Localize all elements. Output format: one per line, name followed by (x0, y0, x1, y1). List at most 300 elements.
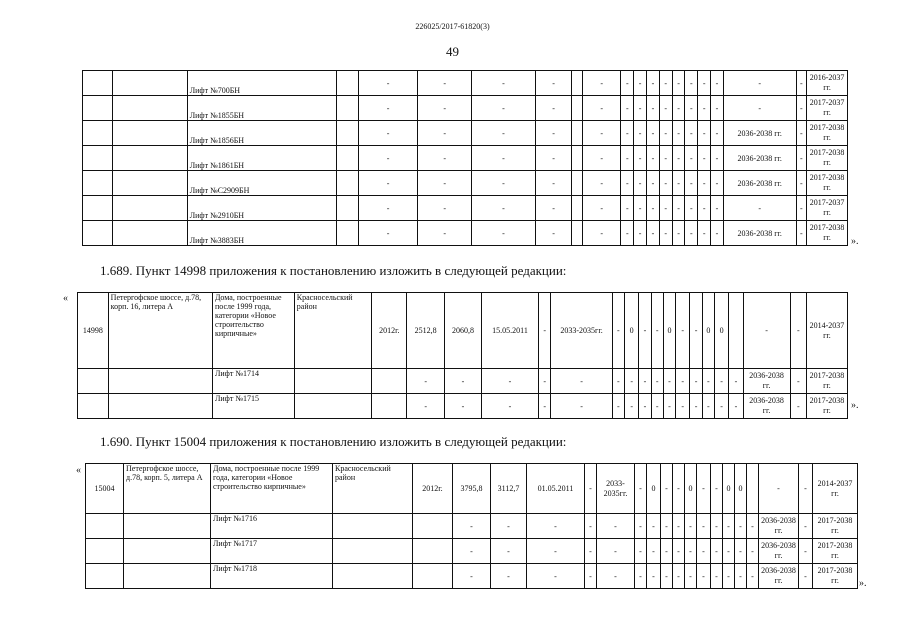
lift-name: Лифт №1717 (211, 539, 333, 564)
dash-cell: - (634, 196, 647, 221)
range: 2017-2038 гг. (813, 564, 858, 589)
empty-cell (112, 196, 187, 221)
empty-cell (337, 221, 358, 246)
dash-cell: - (471, 71, 535, 96)
empty-cell (108, 394, 212, 419)
dash-cell: - (453, 514, 491, 539)
dash-cell: - (481, 394, 538, 419)
dash-cell: - (527, 514, 585, 539)
lift-name: Лифт №С2909БН (187, 171, 337, 196)
empty-cell (294, 369, 372, 394)
range: 2017-2038 гг. (813, 514, 858, 539)
dash-cell: - (747, 539, 759, 564)
dash-cell: - (635, 514, 647, 539)
dash-cell: - (535, 196, 571, 221)
address: Петергофское шоссе, д.78, корп. 5, литера А (124, 464, 211, 514)
closing-quote-15004: ». (859, 578, 867, 589)
dash-cell: - (634, 221, 647, 246)
range: 2017-2038 гг. (813, 539, 858, 564)
dash-cell: - (672, 146, 685, 171)
dash-cell: - (634, 121, 647, 146)
dash-cell: - (685, 121, 698, 146)
dash-cell: - (690, 293, 702, 369)
dash-cell: - (358, 221, 418, 246)
dash-cell: - (535, 71, 571, 96)
dash-cell: - (445, 369, 482, 394)
dash-cell: - (799, 539, 813, 564)
year: 2012г. (413, 464, 453, 514)
zero-cell: 0 (723, 464, 735, 514)
year: 2012г. (372, 293, 407, 369)
range: 2017-2037 гг. (807, 96, 848, 121)
dash-cell: - (698, 196, 711, 221)
dash-cell: - (790, 394, 806, 419)
item-id: 15004 (86, 464, 124, 514)
dash-cell: - (685, 71, 698, 96)
dash-cell: - (647, 71, 660, 96)
dash-cell: - (634, 171, 647, 196)
plan-period: 2036-2038 гг. (723, 121, 796, 146)
dash-cell: - (582, 146, 620, 171)
dash-cell: - (597, 514, 635, 539)
dash-cell: - (634, 96, 647, 121)
empty-cell (78, 394, 109, 419)
dash-cell: - (471, 121, 535, 146)
dash-cell: - (697, 564, 711, 589)
dash-cell: - (445, 394, 482, 419)
dash-cell: - (698, 96, 711, 121)
dash-cell: - (685, 196, 698, 221)
lift-row (83, 71, 848, 96)
dash-cell: - (711, 221, 724, 246)
lift-row (83, 196, 848, 221)
dash-cell: - (418, 71, 471, 96)
dash-cell: - (697, 464, 711, 514)
zero-cell: 0 (685, 464, 697, 514)
dash-cell: - (551, 369, 612, 394)
empty-cell (337, 196, 358, 221)
dash-cell: - (634, 71, 647, 96)
dash-cell: - (635, 564, 647, 589)
district: Красносельский район (294, 293, 372, 369)
empty-cell (124, 514, 211, 539)
dash-cell: - (647, 564, 661, 589)
dash-cell: - (711, 71, 724, 96)
dash-cell: - (582, 96, 620, 121)
dash-cell: - (661, 564, 673, 589)
empty-cell (294, 394, 372, 419)
empty-cell (747, 464, 759, 514)
empty-cell (112, 171, 187, 196)
dash-cell: - (535, 171, 571, 196)
dash-cell: - (711, 464, 723, 514)
dash-cell: - (585, 514, 597, 539)
dash-cell: - (799, 514, 813, 539)
main-row (86, 464, 858, 514)
dash-cell: - (621, 171, 634, 196)
lift-name: Лифт №1714 (212, 369, 294, 394)
dash-cell: - (612, 394, 624, 419)
dash-cell: - (676, 369, 690, 394)
dash-cell: - (539, 293, 551, 369)
plan-period: 2036-2038 гг. (743, 369, 790, 394)
dash-cell: - (685, 96, 698, 121)
page-number: 49 (446, 44, 459, 59)
dash-cell: - (711, 171, 724, 196)
dash-cell: - (676, 293, 690, 369)
dash-cell: - (659, 71, 672, 96)
lift-row (83, 96, 848, 121)
dash-cell: - (796, 121, 807, 146)
dash-cell: - (597, 564, 635, 589)
empty-cell (83, 121, 113, 146)
dash-cell: - (358, 96, 418, 121)
dash-cell: - (491, 564, 527, 589)
dash-cell: - (690, 369, 702, 394)
section-heading-1690: 1.690. Пункт 15004 приложения к постановлению изложить в следующей редакции: (100, 434, 567, 449)
empty-cell (337, 121, 358, 146)
zero-cell: 0 (625, 293, 639, 369)
empty-cell (83, 146, 113, 171)
dash-cell: - (612, 369, 624, 394)
dash-cell: - (358, 121, 418, 146)
empty-cell (413, 539, 453, 564)
plan-period: - (723, 96, 796, 121)
dash-cell: - (796, 71, 807, 96)
plan-period: 2036-2038 гг. (743, 394, 790, 419)
dash-cell: - (539, 369, 551, 394)
lift-row (83, 171, 848, 196)
range: 2014-2037 гг. (813, 464, 858, 514)
dash-cell: - (711, 539, 723, 564)
empty-cell (112, 71, 187, 96)
empty-cell (333, 564, 413, 589)
dash-cell: - (743, 293, 790, 369)
lift-row (78, 394, 848, 419)
plan-period: 2036-2038 гг. (759, 514, 799, 539)
dash-cell: - (418, 96, 471, 121)
empty-cell (337, 96, 358, 121)
dash-cell: - (647, 171, 660, 196)
dash-cell: - (747, 514, 759, 539)
dash-cell: - (635, 464, 647, 514)
empty-cell (572, 146, 583, 171)
dash-cell: - (625, 394, 639, 419)
dash-cell: - (685, 564, 697, 589)
dash-cell: - (639, 394, 651, 419)
empty-cell (86, 564, 124, 589)
empty-cell (83, 171, 113, 196)
dash-cell: - (453, 564, 491, 589)
lift-name: Лифт №1716 (211, 514, 333, 539)
dash-cell: - (711, 121, 724, 146)
dash-cell: - (796, 96, 807, 121)
dash-cell: - (711, 564, 723, 589)
empty-cell (729, 293, 743, 369)
period: 2033-2035гг. (551, 293, 612, 369)
dash-cell: - (647, 221, 660, 246)
dash-cell: - (621, 71, 634, 96)
dash-cell: - (659, 121, 672, 146)
lift-name: Лифт №1715 (212, 394, 294, 419)
dash-cell: - (711, 514, 723, 539)
closing-quote-14998: ». (851, 400, 859, 411)
zero-cell: 0 (714, 293, 728, 369)
dash-cell: - (639, 369, 651, 394)
period: 2033-2035гг. (597, 464, 635, 514)
dash-cell: - (698, 71, 711, 96)
range: 2017-2037 гг. (807, 196, 848, 221)
dash-cell: - (673, 539, 685, 564)
dash-cell: - (672, 196, 685, 221)
empty-cell (83, 196, 113, 221)
area-total: 3795,8 (453, 464, 491, 514)
range: 2016-2037 гг. (807, 71, 848, 96)
dash-cell: - (799, 464, 813, 514)
range: 2017-2038 гг. (807, 121, 848, 146)
dash-cell: - (735, 514, 747, 539)
dash-cell: - (711, 196, 724, 221)
empty-cell (86, 539, 124, 564)
empty-cell (337, 71, 358, 96)
plan-period: - (723, 71, 796, 96)
dash-cell: - (491, 514, 527, 539)
dash-cell: - (418, 221, 471, 246)
dash-cell: - (790, 293, 806, 369)
dash-cell: - (723, 564, 735, 589)
dash-cell: - (621, 146, 634, 171)
dash-cell: - (582, 121, 620, 146)
dash-cell: - (647, 96, 660, 121)
empty-cell (108, 369, 212, 394)
empty-cell (372, 394, 407, 419)
dash-cell: - (358, 171, 418, 196)
main-row (78, 293, 848, 369)
dash-cell: - (698, 221, 711, 246)
empty-cell (83, 71, 113, 96)
dash-cell: - (597, 539, 635, 564)
address: Петергофское шоссе, д.78, корп. 16, литера А (108, 293, 212, 369)
dash-cell: - (690, 394, 702, 419)
opening-quote-14998: « (63, 293, 68, 304)
plan-period: 2036-2038 гг. (723, 171, 796, 196)
empty-cell (86, 514, 124, 539)
dash-cell: - (639, 293, 651, 369)
dash-cell: - (453, 539, 491, 564)
dash-cell: - (663, 369, 675, 394)
dash-cell: - (685, 221, 698, 246)
dash-cell: - (729, 369, 743, 394)
dash-cell: - (685, 514, 697, 539)
lift-row (86, 564, 858, 589)
lift-row (83, 121, 848, 146)
dash-cell: - (471, 96, 535, 121)
dash-cell: - (471, 221, 535, 246)
lift-name: Лифт №1855БН (187, 96, 337, 121)
plan-period: 2036-2038 гг. (723, 146, 796, 171)
zero-cell: 0 (663, 293, 675, 369)
lift-row (86, 514, 858, 539)
dash-cell: - (796, 171, 807, 196)
section-heading-1689: 1.689. Пункт 14998 приложения к постановлению изложить в следующей редакции: (100, 263, 567, 278)
dash-cell: - (651, 394, 663, 419)
lift-name: Лифт №3883БН (187, 221, 337, 246)
dash-cell: - (582, 221, 620, 246)
dash-cell: - (796, 221, 807, 246)
dash-cell: - (471, 196, 535, 221)
dash-cell: - (651, 369, 663, 394)
table-item-14998 (77, 292, 848, 419)
dash-cell: - (673, 564, 685, 589)
document-number: 226025/2017-61820(3) (415, 22, 490, 31)
range: 2017-2038 гг. (806, 394, 847, 419)
dash-cell: - (582, 171, 620, 196)
dash-cell: - (659, 196, 672, 221)
plan-period: 2036-2038 гг. (759, 564, 799, 589)
lift-row (78, 369, 848, 394)
dash-cell: - (661, 539, 673, 564)
dash-cell: - (673, 464, 685, 514)
dash-cell: - (672, 96, 685, 121)
dash-cell: - (625, 369, 639, 394)
dash-cell: - (471, 171, 535, 196)
plan-period: 2036-2038 гг. (723, 221, 796, 246)
dash-cell: - (582, 71, 620, 96)
dash-cell: - (535, 146, 571, 171)
dash-cell: - (634, 146, 647, 171)
dash-cell: - (796, 146, 807, 171)
opening-quote-15004: « (76, 465, 81, 476)
dash-cell: - (702, 394, 714, 419)
dash-cell: - (647, 146, 660, 171)
dash-cell: - (685, 146, 698, 171)
dash-cell: - (647, 539, 661, 564)
lift-name: Лифт №1718 (211, 564, 333, 589)
dash-cell: - (407, 369, 445, 394)
closing-quote-top: ». (851, 236, 859, 247)
empty-cell (333, 514, 413, 539)
empty-cell (112, 96, 187, 121)
dash-cell: - (672, 71, 685, 96)
dash-cell: - (747, 564, 759, 589)
dash-cell: - (407, 394, 445, 419)
lift-name: Лифт №1856БН (187, 121, 337, 146)
dash-cell: - (698, 171, 711, 196)
plan-period: 2036-2038 гг. (759, 539, 799, 564)
dash-cell: - (698, 146, 711, 171)
dash-cell: - (790, 369, 806, 394)
item-id: 14998 (78, 293, 109, 369)
dash-cell: - (672, 221, 685, 246)
area-living: 3112,7 (491, 464, 527, 514)
zero-cell: 0 (647, 464, 661, 514)
dash-cell: - (698, 121, 711, 146)
dash-cell: - (585, 464, 597, 514)
dash-cell: - (358, 71, 418, 96)
dash-cell: - (672, 121, 685, 146)
dash-cell: - (676, 394, 690, 419)
dash-cell: - (582, 196, 620, 221)
dash-cell: - (672, 171, 685, 196)
dash-cell: - (714, 394, 728, 419)
dash-cell: - (663, 394, 675, 419)
range: 2017-2038 гг. (807, 146, 848, 171)
dash-cell: - (702, 369, 714, 394)
dash-cell: - (659, 146, 672, 171)
lift-name: Лифт №700БН (187, 71, 337, 96)
empty-cell (572, 196, 583, 221)
range: 2017-2038 гг. (807, 171, 848, 196)
empty-cell (413, 514, 453, 539)
date: 01.05.2011 (527, 464, 585, 514)
dash-cell: - (621, 221, 634, 246)
dash-cell: - (673, 514, 685, 539)
dash-cell: - (659, 221, 672, 246)
empty-cell (112, 121, 187, 146)
dash-cell: - (418, 146, 471, 171)
dash-cell: - (759, 464, 799, 514)
dash-cell: - (685, 539, 697, 564)
dash-cell: - (527, 539, 585, 564)
dash-cell: - (358, 196, 418, 221)
dash-cell: - (535, 221, 571, 246)
empty-cell (83, 221, 113, 246)
plan-period: - (723, 196, 796, 221)
zero-cell: 0 (702, 293, 714, 369)
dash-cell: - (697, 539, 711, 564)
district: Красносельский район (333, 464, 413, 514)
lift-table-top (82, 70, 848, 246)
range: 2017-2038 гг. (807, 221, 848, 246)
dash-cell: - (661, 514, 673, 539)
dash-cell: - (723, 514, 735, 539)
empty-cell (572, 71, 583, 96)
dash-cell: - (585, 539, 597, 564)
range: 2014-2037 гг. (806, 293, 847, 369)
empty-cell (413, 564, 453, 589)
dash-cell: - (418, 121, 471, 146)
lift-row (83, 146, 848, 171)
dash-cell: - (481, 369, 538, 394)
empty-cell (124, 564, 211, 589)
empty-cell (572, 96, 583, 121)
dash-cell: - (659, 96, 672, 121)
empty-cell (78, 369, 109, 394)
empty-cell (112, 221, 187, 246)
dash-cell: - (358, 146, 418, 171)
dash-cell: - (535, 121, 571, 146)
lift-name: Лифт №2910БН (187, 196, 337, 221)
area-total: 2512,8 (407, 293, 445, 369)
range: 2017-2038 гг. (806, 369, 847, 394)
dash-cell: - (735, 564, 747, 589)
dash-cell: - (535, 96, 571, 121)
dash-cell: - (647, 196, 660, 221)
dash-cell: - (612, 293, 624, 369)
table-item-15004 (85, 463, 858, 589)
dash-cell: - (621, 121, 634, 146)
dash-cell: - (723, 539, 735, 564)
category: Дома, построенные после 1999 года, категории «Новое строительство кирпичные» (211, 464, 333, 514)
dash-cell: - (714, 369, 728, 394)
dash-cell: - (418, 171, 471, 196)
dash-cell: - (647, 514, 661, 539)
category: Дома, построенные после 1999 года, категории «Новое строительство кирпичные» (212, 293, 294, 369)
dash-cell: - (585, 564, 597, 589)
dash-cell: - (651, 293, 663, 369)
empty-cell (83, 96, 113, 121)
area-living: 2060,8 (445, 293, 482, 369)
